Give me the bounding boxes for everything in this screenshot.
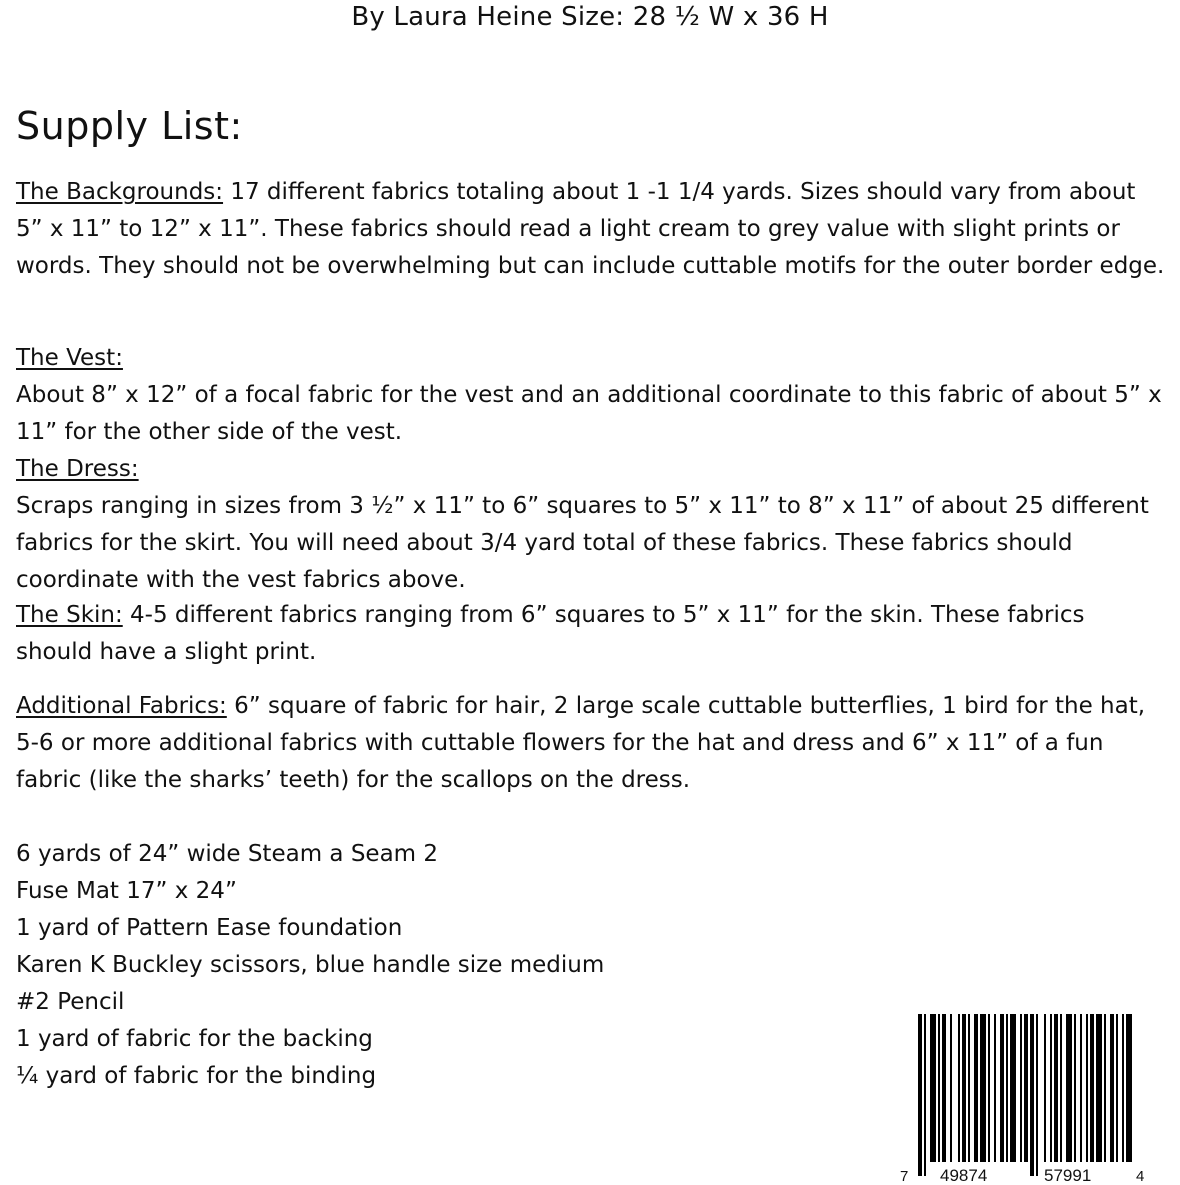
barcode-bar [1090, 1014, 1094, 1162]
pattern-byline: By Laura Heine Size: 28 ½ W x 36 H [351, 2, 829, 32]
barcode-icon [896, 1010, 1156, 1185]
barcode-bar [1122, 1014, 1124, 1162]
barcode-group-left: 49874 [940, 1166, 988, 1185]
barcode-bar [938, 1014, 940, 1162]
barcode-bar [1036, 1014, 1038, 1176]
section-backgrounds [16, 174, 1166, 285]
section-heading-skin: The Skin: [16, 602, 123, 628]
barcode-bar [1000, 1014, 1004, 1162]
barcode-bar [1116, 1014, 1118, 1162]
barcode-bar [968, 1014, 970, 1162]
barcode-bar [1060, 1014, 1062, 1162]
section-heading-backgrounds: The Backgrounds: [16, 179, 224, 205]
section-heading-dress: The Dress: [16, 456, 139, 482]
barcode-bar [1110, 1014, 1114, 1162]
barcode-bar [980, 1014, 986, 1162]
barcode-bar [1086, 1014, 1088, 1162]
barcode-bar [1010, 1014, 1016, 1162]
barcode-bar [1096, 1014, 1102, 1162]
barcode-bar [974, 1014, 978, 1162]
barcode-bar [924, 1014, 926, 1176]
barcode-bar [1050, 1014, 1052, 1162]
section-vest [16, 340, 1166, 451]
section-skin [16, 597, 1166, 671]
section-heading-additional: Additional Fabrics: [16, 693, 227, 719]
supply-item: ¼ yard of fabric for the binding [16, 1063, 377, 1089]
section-text-skin: 4-5 different fabrics ranging from 6” squares to 5” x 11” for the skin. These fabrics should have a slight print. [16, 602, 1085, 665]
section-text-dress: Scraps ranging in sizes from 3 ½” x 11” to 6” squares to 5” x 11” to 8” x 11” of about 25 different fabrics for the skirt. You will need about 3/4 yard total of these fabrics. These fabrics should coordinate with the vest fabrics above. [16, 493, 1149, 593]
barcode-bar [1044, 1014, 1046, 1162]
barcode-digit-left: 7 [900, 1168, 909, 1185]
barcode-bar [942, 1014, 946, 1162]
barcode-bar [950, 1014, 952, 1162]
barcode-bar [1020, 1014, 1022, 1162]
barcode-bar [1126, 1014, 1132, 1162]
section-text-backgrounds: 17 different fabrics totaling about 1 -1 1/4 yards. Sizes should vary from about 5” x 11” to 12” x 11”. These fabrics should read a light cream to grey value with slight prints or words. They should not be overwhelming but can include cuttable motifs for the outer border edge. [16, 179, 1165, 279]
barcode-bar [1006, 1014, 1008, 1162]
barcode-bar [988, 1014, 990, 1162]
section-text-additional: 6” square of fabric for hair, 2 large scale cuttable butterflies, 1 bird for the hat, 5-6 or more additional fabrics with cuttable flowers for the hat and dress and 6” x 11” of a fun fabric (like the sharks’ teeth) for the scallops on the dress. [16, 693, 1146, 793]
supply-item: #2 Pencil [16, 989, 125, 1015]
supplies-list [16, 836, 604, 1095]
barcode-bar [918, 1014, 922, 1176]
barcode-bar [1074, 1014, 1076, 1162]
supply-item: Fuse Mat 17” x 24” [16, 878, 237, 904]
section-dress [16, 451, 1166, 599]
supply-item: 1 yard of Pattern Ease foundation [16, 915, 403, 941]
barcode-group-right: 57991 [1044, 1166, 1092, 1185]
barcode-bar [930, 1014, 936, 1162]
barcode-bar [1104, 1014, 1106, 1162]
barcode-bar [1080, 1014, 1082, 1162]
barcode-bar [1030, 1014, 1034, 1176]
barcode-bar [994, 1014, 996, 1162]
barcode-bar [1054, 1014, 1058, 1162]
barcode-bar [962, 1014, 966, 1162]
supply-item: 1 yard of fabric for the backing [16, 1026, 373, 1052]
section-additional-fabrics [16, 688, 1166, 799]
page-title: Supply List: [16, 104, 243, 148]
barcode-bar [1066, 1014, 1072, 1162]
barcode-bar [1024, 1014, 1028, 1162]
supply-item: 6 yards of 24” wide Steam a Seam 2 [16, 841, 439, 867]
section-text-vest: About 8” x 12” of a focal fabric for the vest and an additional coordinate to this fabric of about 5” x 11” for the other side of the vest. [16, 382, 1162, 445]
barcode-digit-right: 4 [1136, 1168, 1145, 1185]
section-heading-vest: The Vest: [16, 345, 123, 371]
supply-item: Karen K Buckley scissors, blue handle size medium [16, 952, 605, 978]
barcode-bar [958, 1014, 960, 1162]
